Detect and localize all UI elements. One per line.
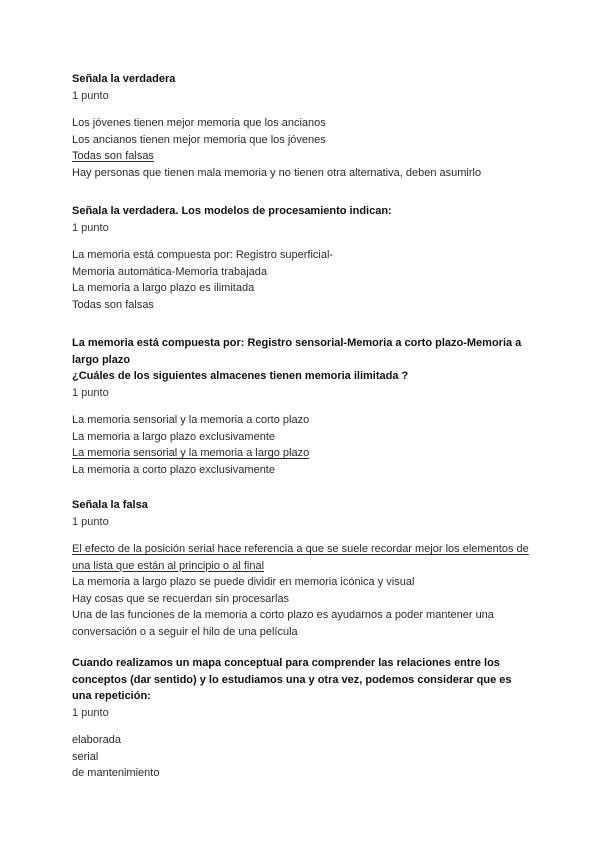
- option[interactable]: Todas son falsas: [72, 298, 154, 311]
- options-list: [72, 732, 532, 782]
- question-1: [72, 71, 532, 181]
- option-selected[interactable]: Todas son falsas: [72, 150, 154, 162]
- option[interactable]: elaborada: [72, 734, 121, 746]
- options-list: [72, 541, 532, 640]
- option[interactable]: Una de las funciones de la memoria a corto plazo es ayudarnos a poder mantener una conversación o a seguir el hilo de una película: [72, 609, 494, 638]
- option[interactable]: Hay personas que tienen mala memoria y no tienen otra alternativa, deben asumirlo: [72, 166, 482, 179]
- question-title: Señala la verdadera: [72, 73, 176, 85]
- question-title: Cuando realizamos un mapa conceptual para comprender las relaciones entre los conceptos (dar sentido) y lo estudiamos una y otra vez, podemos considerar que es una repetición:: [72, 657, 512, 702]
- option[interactable]: de mantenimiento: [72, 767, 160, 779]
- question-points: 1 punto: [72, 221, 109, 234]
- question-title: La memoria está compuesta por: Registro sensorial-Memoria a corto plazo-Memoria a largo plazo: [72, 337, 522, 366]
- question-points: 1 punto: [72, 706, 109, 719]
- question-3: [72, 335, 532, 478]
- option[interactable]: serial: [72, 750, 99, 763]
- options-list: [72, 115, 532, 181]
- question-title: Señala la falsa: [72, 499, 148, 511]
- option-selected[interactable]: El efecto de la posición serial hace referencia a que se suele recordar mejor los elementos de una lista que están al principio o al final: [72, 543, 529, 572]
- option[interactable]: La memoria a largo plazo se puede dividir en memoria icónica y visual: [72, 576, 415, 588]
- question-points: 1 punto: [72, 89, 109, 102]
- option-selected[interactable]: La memoria sensorial y la memoria a largo plazo: [72, 447, 310, 459]
- question-points: 1 punto: [72, 515, 109, 528]
- question-title: Señala la verdadera. Los modelos de procesamiento indican:: [72, 205, 392, 217]
- question-2: [72, 203, 392, 313]
- options-list: [72, 247, 372, 313]
- option[interactable]: La memoria está compuesta por: Registro superficial-Memoria automática-Memoria trabajada: [72, 249, 334, 278]
- options-list: [72, 412, 532, 478]
- question-4: [72, 497, 532, 640]
- option[interactable]: Los ancianos tienen mejor memoria que los jóvenes: [72, 133, 326, 146]
- option[interactable]: Los jóvenes tienen mejor memoria que los ancianos: [72, 117, 326, 129]
- question-5: [72, 655, 532, 782]
- question-points: 1 punto: [72, 386, 109, 399]
- question-subtitle: ¿Cuáles de los siguientes almacenes tienen memoria ilimitada ?: [72, 370, 409, 382]
- option[interactable]: La memoria a largo plazo es ilimitada: [72, 282, 255, 294]
- option[interactable]: La memoria a corto plazo exclusivamente: [72, 463, 275, 476]
- option[interactable]: La memoria a largo plazo exclusivamente: [72, 430, 275, 443]
- option[interactable]: La memoria sensorial y la memoria a corto plazo: [72, 414, 310, 426]
- option[interactable]: Hay cosas que se recuerdan sin procesarlas: [72, 592, 290, 605]
